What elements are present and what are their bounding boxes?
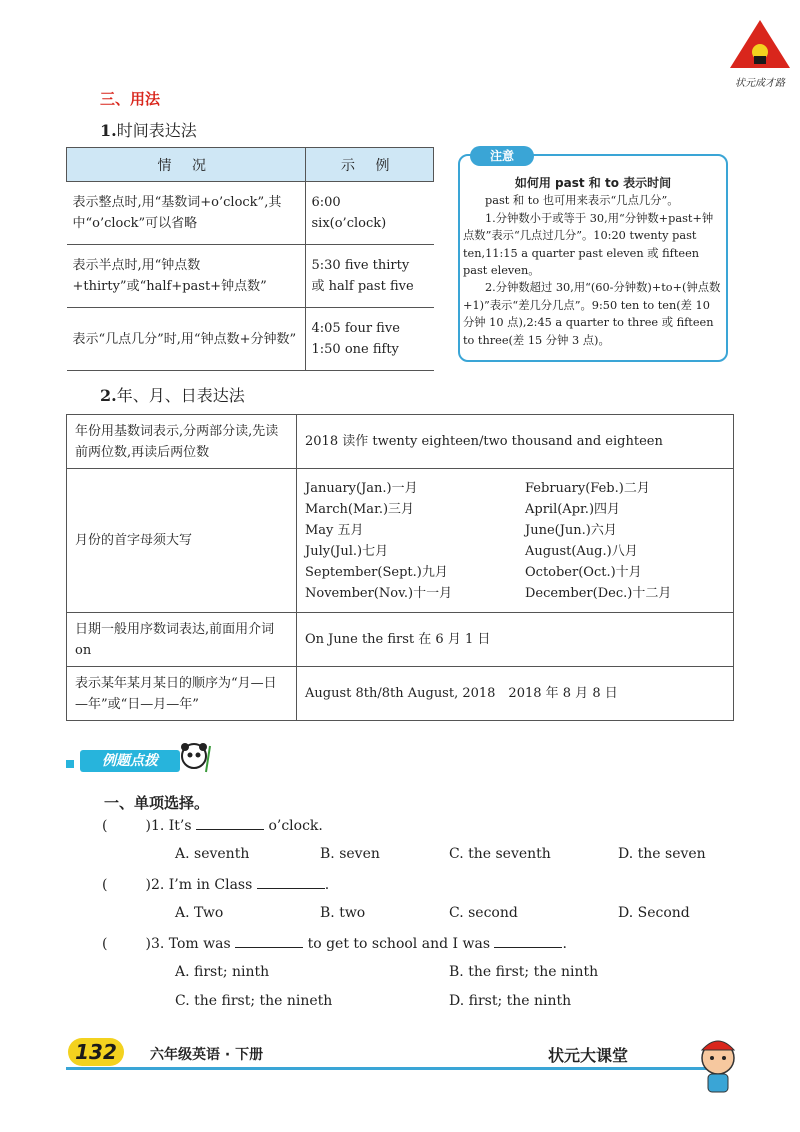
time-example-line: six(o’clock) bbox=[311, 216, 387, 231]
date-subtitle bbox=[100, 383, 245, 406]
time-subtitle-text: 时间表达法 bbox=[116, 121, 197, 140]
question-text: . bbox=[562, 936, 567, 952]
time-subtitle bbox=[100, 118, 197, 141]
year-example: 2018 读作 twenty eighteen/two thousand and eighteen bbox=[297, 415, 734, 469]
time-example-line: 4:05 four five bbox=[311, 321, 400, 336]
time-situation: 表示“几点几分”时,用“钟点数+分钟数” bbox=[67, 308, 306, 371]
month-item: January(Jan.)一月 bbox=[305, 480, 418, 496]
answer-blank[interactable] bbox=[494, 935, 562, 948]
page-number: 132 bbox=[68, 1038, 124, 1066]
question-text: I’m in Class bbox=[168, 877, 253, 893]
footer-divider bbox=[66, 1067, 706, 1070]
time-table bbox=[66, 147, 434, 371]
table-row bbox=[67, 613, 734, 667]
mascot-icon bbox=[690, 1032, 746, 1096]
answer-paren-open: ( bbox=[102, 936, 108, 952]
day-rule: 日期一般用序数词表达,前面用介词 on bbox=[67, 613, 297, 667]
question-text: Tom was bbox=[168, 936, 231, 952]
question-3-options bbox=[175, 964, 735, 1024]
answer-blank[interactable] bbox=[235, 935, 303, 948]
note-badge: 注意 bbox=[470, 146, 534, 166]
answer-paren-close: ) bbox=[145, 818, 151, 834]
answer-paren-close: ) bbox=[145, 936, 151, 952]
examples-banner: 例题点拨 bbox=[80, 750, 180, 772]
time-example-line: 6:00 bbox=[311, 195, 341, 210]
option[interactable]: D. Second bbox=[618, 905, 690, 921]
note-title: 如何用 past 和 to 表示时间 bbox=[514, 176, 672, 190]
option[interactable]: C. the first; the nineth bbox=[175, 993, 333, 1009]
month-rule: 月份的首字母须大写 bbox=[67, 469, 297, 613]
logo-text: 状元成才路 bbox=[735, 78, 785, 89]
question-number: 2. bbox=[150, 877, 165, 893]
option[interactable]: B. two bbox=[320, 905, 366, 921]
question-3 bbox=[102, 935, 567, 952]
option[interactable]: A. Two bbox=[175, 905, 224, 921]
section-title: 三、用法 bbox=[100, 90, 161, 108]
month-grid bbox=[305, 478, 725, 604]
note-line: 1.分钟数小于或等于 30,用“分钟数+past+钟点数”表示“几点过几分”。10:20 twenty past ten,11:15 a quarter past eleven 或 fifteen past eleven。 bbox=[463, 211, 714, 278]
table-row bbox=[67, 182, 434, 245]
time-example-line: 或 half past five bbox=[311, 279, 414, 294]
month-item: November(Nov.)十一月 bbox=[305, 585, 453, 601]
order-example: August 8th/8th August, 2018 2018 年 8 月 8 日 bbox=[297, 667, 734, 721]
option[interactable]: B. the first; the ninth bbox=[449, 964, 599, 980]
month-item: April(Apr.)四月 bbox=[525, 501, 621, 517]
option[interactable]: C. the seventh bbox=[449, 846, 551, 862]
exercise-heading: 一、单项选择。 bbox=[104, 794, 210, 812]
question-text: to get to school and I was bbox=[307, 936, 491, 952]
question-number: 1. bbox=[150, 818, 165, 834]
question-text: o’clock. bbox=[268, 818, 323, 834]
option[interactable]: C. second bbox=[449, 905, 518, 921]
option[interactable]: D. first; the ninth bbox=[449, 993, 572, 1009]
option[interactable]: A. first; ninth bbox=[175, 964, 270, 980]
time-situation: 表示半点时,用“钟点数+thirty”或“half+past+钟点数” bbox=[67, 245, 306, 308]
month-item: May 五月 bbox=[305, 522, 364, 538]
month-item: February(Feb.)二月 bbox=[525, 480, 650, 496]
time-table-header-example: 示 例 bbox=[305, 148, 434, 182]
question-text: It’s bbox=[168, 818, 192, 834]
time-example bbox=[305, 182, 434, 245]
option[interactable]: B. seven bbox=[320, 846, 380, 862]
option[interactable]: A. seventh bbox=[175, 846, 250, 862]
brand-name: 状元大课堂 bbox=[548, 1046, 629, 1065]
time-subtitle-num: 1. bbox=[100, 121, 117, 140]
answer-paren-open: ( bbox=[102, 818, 108, 834]
time-example-line: 1:50 one fifty bbox=[311, 342, 399, 357]
question-number: 3. bbox=[150, 936, 165, 952]
question-text: . bbox=[324, 877, 330, 893]
note-line: past 和 to 也可用来表示“几点几分”。 bbox=[485, 194, 679, 208]
time-example bbox=[305, 245, 434, 308]
month-item: March(Mar.)三月 bbox=[305, 501, 415, 517]
date-table bbox=[66, 414, 734, 721]
date-subtitle-num: 2. bbox=[100, 386, 117, 405]
table-row bbox=[67, 469, 734, 613]
table-row bbox=[67, 415, 734, 469]
table-row bbox=[67, 245, 434, 308]
table-row bbox=[67, 308, 434, 371]
question-2 bbox=[102, 876, 329, 893]
order-rule: 表示某年某月某日的顺序为“月—日—年”或“日—月—年” bbox=[67, 667, 297, 721]
time-table-header-situation: 情 况 bbox=[67, 148, 306, 182]
day-example: On June the first 在 6 月 1 日 bbox=[297, 613, 734, 667]
month-item: July(Jul.)七月 bbox=[305, 543, 389, 559]
time-example-line: 5:30 five thirty bbox=[311, 258, 410, 273]
date-subtitle-text: 年、月、日表达法 bbox=[116, 386, 245, 405]
table-row bbox=[67, 667, 734, 721]
logo-triangle-icon bbox=[728, 18, 792, 70]
month-item: October(Oct.)十月 bbox=[525, 564, 642, 580]
month-item: December(Dec.)十二月 bbox=[525, 585, 672, 601]
month-examples bbox=[297, 469, 734, 613]
book-title: 六年级英语 · 下册 bbox=[150, 1047, 264, 1063]
month-item: September(Sept.)九月 bbox=[305, 564, 448, 580]
month-item: June(Jun.)六月 bbox=[525, 522, 617, 538]
note-body bbox=[463, 175, 723, 349]
month-item: August(Aug.)八月 bbox=[525, 543, 638, 559]
time-situation: 表示整点时,用“基数词+o’clock”,其中“o’clock”可以省略 bbox=[67, 182, 306, 245]
option[interactable]: D. the seven bbox=[618, 846, 706, 862]
year-rule: 年份用基数词表示,分两部分读,先读前两位数,再读后两位数 bbox=[67, 415, 297, 469]
answer-paren-open: ( bbox=[102, 877, 108, 893]
time-example bbox=[305, 308, 434, 371]
question-1 bbox=[102, 817, 323, 834]
logo bbox=[728, 18, 792, 89]
answer-paren-close: ) bbox=[145, 877, 151, 893]
answer-blank[interactable] bbox=[196, 817, 264, 830]
note-line: 2.分钟数超过 30,用“(60-分钟数)+to+(钟点数+1)”表示“差几分几点”。9:50 ten to ten(差 10 分钟 10 点),2:45 a quarter to three 或 fifteen to three(差 15 分钟 3 点)。 bbox=[463, 281, 721, 347]
answer-blank[interactable] bbox=[257, 876, 325, 889]
